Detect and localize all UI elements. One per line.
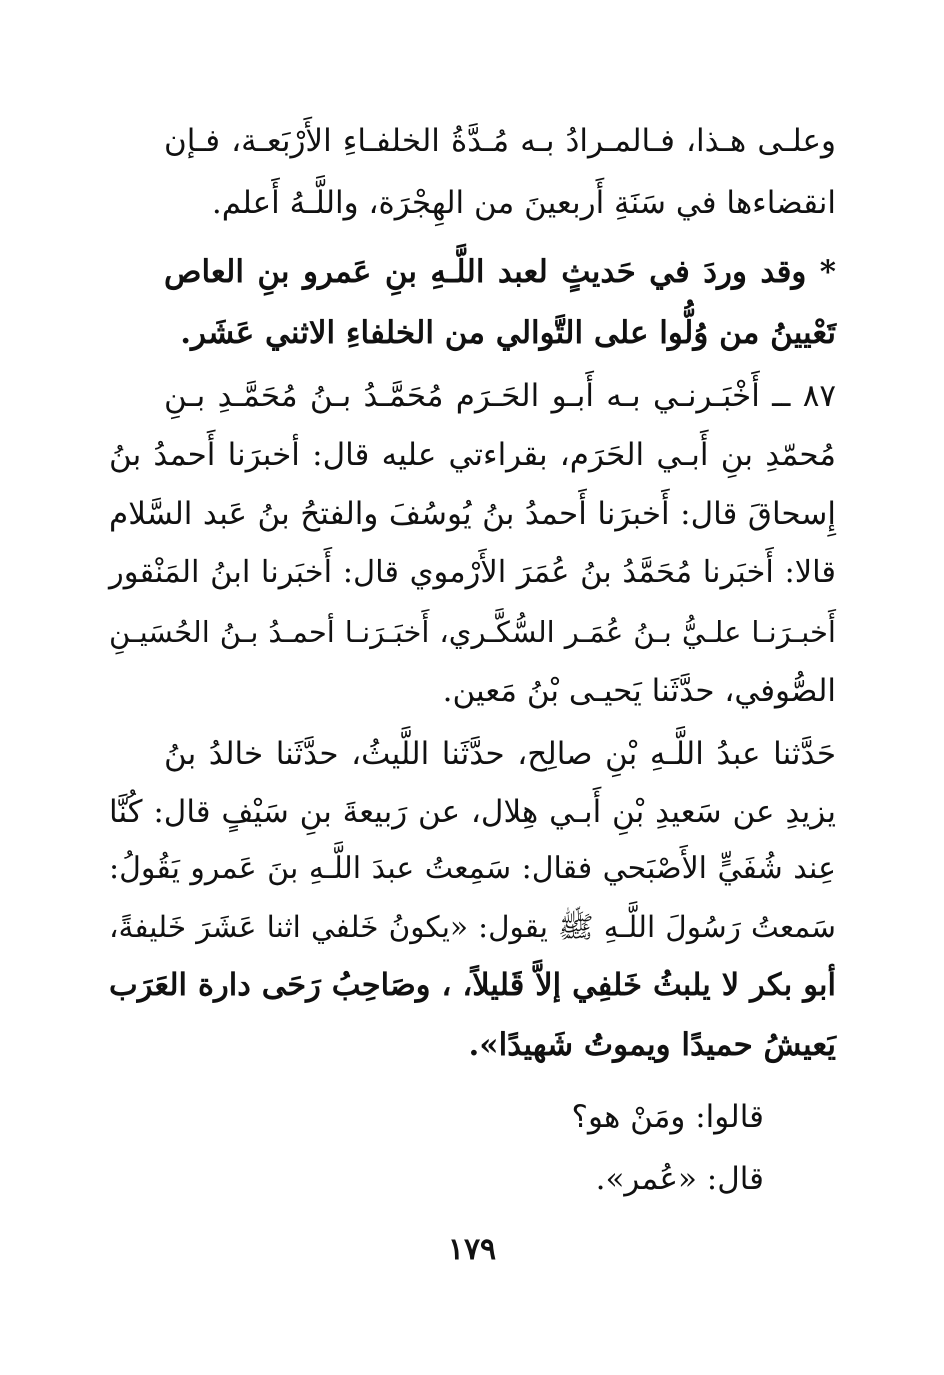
text-line: أَخبـرَنـا علـيُّ بـنُ عُمَـر السُّكَّـري، أَخبَـرَنـا أحمـدُ بـنُ الحُسَيـنِ bbox=[109, 615, 836, 649]
text-line: يَعيشُ حميدًا ويموتُ شَهيدًا». bbox=[468, 1027, 836, 1063]
text-line: عِند شُفَيٍّ الأَصْبَحي فقال: سَمِعتُ عبدَ اللَّـهِ بنَ عَمرو يَقُولُ: bbox=[109, 851, 836, 886]
text-line: أبو بكر لا يلبثُ خَلفِي إلاَّ قَليلاً، ، وصَاحِبُ رَحَى دارة العَرَب bbox=[109, 967, 836, 1003]
text-line: وعلـى هـذا، فـالمـرادُ بـه مُـدَّةُ الخلفـاءِ الأَرْبَعـة، فـإن bbox=[164, 123, 836, 159]
text-line: سَمعتُ رَسُولَ اللَّـهِ ﷺ يقول: «يكونُ خَلفي اثنا عَشَرَ خَليفةً، bbox=[109, 910, 836, 944]
text-line: انقضاءها في سَنَةِ أَربعينَ من الهِجْرَة، واللَّـهُ أَعلم. bbox=[211, 185, 836, 221]
text-line: حَدَّثنا عبدُ اللَّـهِ بْنِ صالِح، حدَّثَنا اللَّيثُ، حدَّثَنا خالدُ بنُ bbox=[164, 736, 836, 772]
text-line: قال: «عُمر». bbox=[595, 1161, 764, 1197]
text-line: ٨٧ ــ أَخْبَـرنـي بـه أَبـو الحَـرَم مُحَمَّـدُ بـنُ مُحَمَّـدِ بـنِ bbox=[164, 378, 836, 414]
page-number: ١٧٩ bbox=[447, 1232, 497, 1267]
text-line: * وقد وردَ في حَديثٍ لعبد اللَّـهِ بنِ عَمرو بنِ العاص bbox=[164, 254, 836, 290]
text-line: قالوا: ومَنْ هو؟ bbox=[571, 1099, 764, 1135]
text-line: الصُّوفي، حدَّثَنا يَحيـى بْنُ مَعين. bbox=[442, 673, 836, 709]
text-line: مُحمّدِ بنِ أَبـي الحَرَم، بقراءتي عليه قال: أخبرَنا أَحمدُ بنُ bbox=[109, 437, 836, 473]
text-line: يزيدِ عن سَعيدِ بْنِ أَبـي هِلال، عن رَبيعةَ بنِ سَيْفٍ قال: كُنَّا bbox=[109, 794, 836, 830]
text-line: تَعْيينُ من وُلُّوا على التَّوالي من الخلفاءِ الاثني عَشَر. bbox=[180, 315, 836, 351]
text-line: قالا: أَخبَرنا مُحَمَّدُ بنُ عُمَرَ الأَرْموي قال: أَخبَرنا ابنُ المَنْقور bbox=[109, 555, 836, 590]
text-line: إِسحاقَ قال: أَخبرَنا أَحمدُ بنُ يُوسُفَ والفتحُ بنُ عَبد السَّلام bbox=[109, 496, 836, 532]
